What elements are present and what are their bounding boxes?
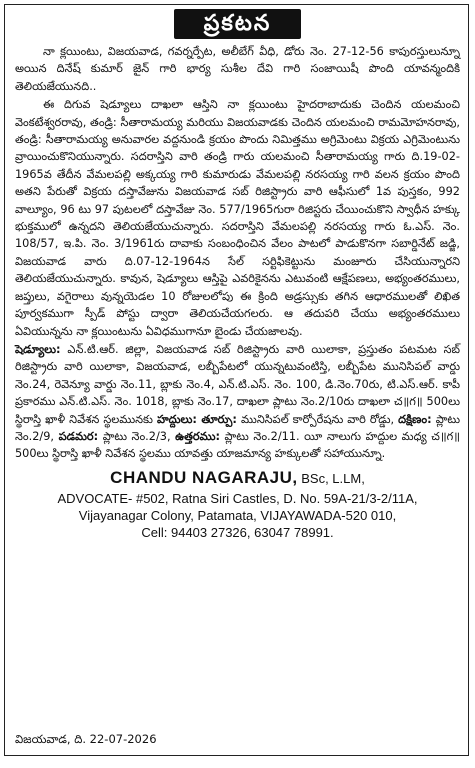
west-label: పడమర: [58,429,99,443]
advocate-address-1: ADVOCATE- #502, Ratna Siri Castles, D. No. 59A-21/3-2/11A, [57,490,418,506]
schedule-text-3: ప్లాటు నెం.2/9, [15,412,460,443]
advocate-signature [15,467,460,541]
advocate-qualifications: BSc, L.LM, [297,470,365,486]
advocate-name: CHANDU NAGARAJU, [110,467,298,487]
boundaries-east-label: హద్దులు: తూర్పు: [156,412,237,426]
schedule-text-2: మునిసిపల్ కార్పోరేషను వారి రోడ్డు, [236,412,399,426]
body-paragraph: ఈ దిగువ షెడ్యూలు దాఖలా ఆస్తిని నా క్లయింటు హైదరాబాదుకు చెందిన యలమంచి వెంకటేశ్వరరావు, తండ్రి: సీతారామయ్య మరియు విజయవాడకు చెందిన యలమంచి రామమోహనరావు, తండ్రి: సీతారామయ్య అనువారల వద్దనుండి క్రయం పొందు నిమిత్తము అగ్రిమెంటు విక్రయ ఎగ్రిమెంటును వ్రాయించుకొనియున్నారు. సదరాస్తిని వారి తండ్రి గారు యలమంచి సీతారామయ్య గారు ది.19-02-1965వ తేదీన వేమలపల్లి అక్కయ్య గారి కుమారుడు వేమలపల్లి నరసయ్య గారి వలన క్రయం పొంది అతని పేరుతో విక్రయ దస్తావేజును విజయవాడ సబ్ రిజిస్ట్రారు వారి ఆఫీసులో 1వ పుస్తకం, 992 వాల్యూం, 96 టు 97 పుటలలో దస్తావేజు నెం. 577/1965గురా రిజిస్టరు చేయించుకొని స్వాధీన హక్కు భుక్తములో ఉన్నదని తెలియజేయుచున్నారు. సదరాస్తిని వేమలపల్లి నరసయ్య గారు ఓ.ఎస్. నెం. 108/57, ఇ.పి. నెం. 3/1961రు దావాకు సంబంధించిన వేలం పాటలో పాడుకొనగా సబార్డినేట్ జడ్జి, విజయవాడ వారు ది.07-12-1964న సేల్ సర్టిఫికెట్టును మంజూరు చేసియున్నారని తెలియజేయుచున్నారు. కావున, షెడ్యూలు ఆస్తిపై ఎవరికైనను ఎటువంటి ఆక్షేపణలు, అభ్యంతరములు, జప్తులు, వగైరాలు వున్నయెడల 10 రోజులలోపు ఈ క్రింది అడ్రస్సుకు తగిన ఆధారములతో లిఖిత పూర్వకముగా స్పీడ్ పోస్టు ద్వారా తెలియచేయగలరు. ఆ తదుపరి చేయు అభ్యంతరములు ఏవియున్నను నా క్లయింటును ఏవిధముగానూ బైండు చేయజాలవు. [15,98,460,338]
schedule-paragraph [15,341,460,463]
title-wrap [15,9,460,39]
intro-paragraph: నా క్లయింటు, విజయవాడ, గవర్నర్పేట, అలీబేగ్ వీధి, డోరు నెం. 27-12-56 కాపురస్తులున్నూ అయిన దినేష్ కుమార్ జైన్ గారి భార్య సుశీల దేవి గారి సంజాయిషీ పొంది యావన్మందికి తెలియజేయునది.. [15,45,460,93]
schedule-text-1: ఎన్.టి.ఆర్. జిల్లా, విజయవాడ సబ్ రిజిస్ట్రారు వారి యిలాకా, ప్రస్తుతం పటమట సబ్ రిజిస్ట్రారు వారి యిలాకా, విజయవాడ, లబ్బీపేటలో యున్నటువంటిస్తి, లబ్బీపేట మునిసిపల్ వార్డు నెం.24, రెవెన్యూ వార్డు నెం.11, బ్లాకు నెం.4, ఎన్.టి.ఎస్. నెం. 100, డి.నెం.70రు, టి.ఎస్.ఆర్. కాపీ ప్రకారము ఎన్.టి.ఎస్. నెం. 1018, బ్లాకు నెం.17, దాఖలా ప్లాటు నెం.2/10రు దాఖలా చ॥గ॥ 500లు స్థిరాస్తి ఖాళీ నివేశన స్థలమునకు [15,342,460,426]
advocate-address-2: Vijayanagar Colony, Patamata, VIJAYAWADA-520 010, [78,507,397,523]
north-label: ఉత్తరము: [175,429,220,443]
south-label: దక్షిణం: [398,412,432,426]
schedule-text-4: ప్లాటు నెం.2/3, [98,429,176,443]
public-notice [4,4,469,756]
schedule-label: షెడ్యూలు: [15,342,61,356]
schedule-text-5: ప్లాటు నెం.2/11. యీ నాలుగు హద్దుల మధ్య చ॥గ॥ 500లు స్థిరాస్తి ఖాళీ నివేశన స్థలము యావత్తు యాజమాన్య హక్కులతో సహాయున్నూ. [15,429,460,461]
place-date: విజయవాడ, ది. 22-07-2026 [15,732,157,746]
advocate-name-line [15,467,460,490]
notice-title: ప్రకటన [174,9,302,39]
advocate-phone: Cell: 94403 27326, 63047 78991. [141,524,334,540]
